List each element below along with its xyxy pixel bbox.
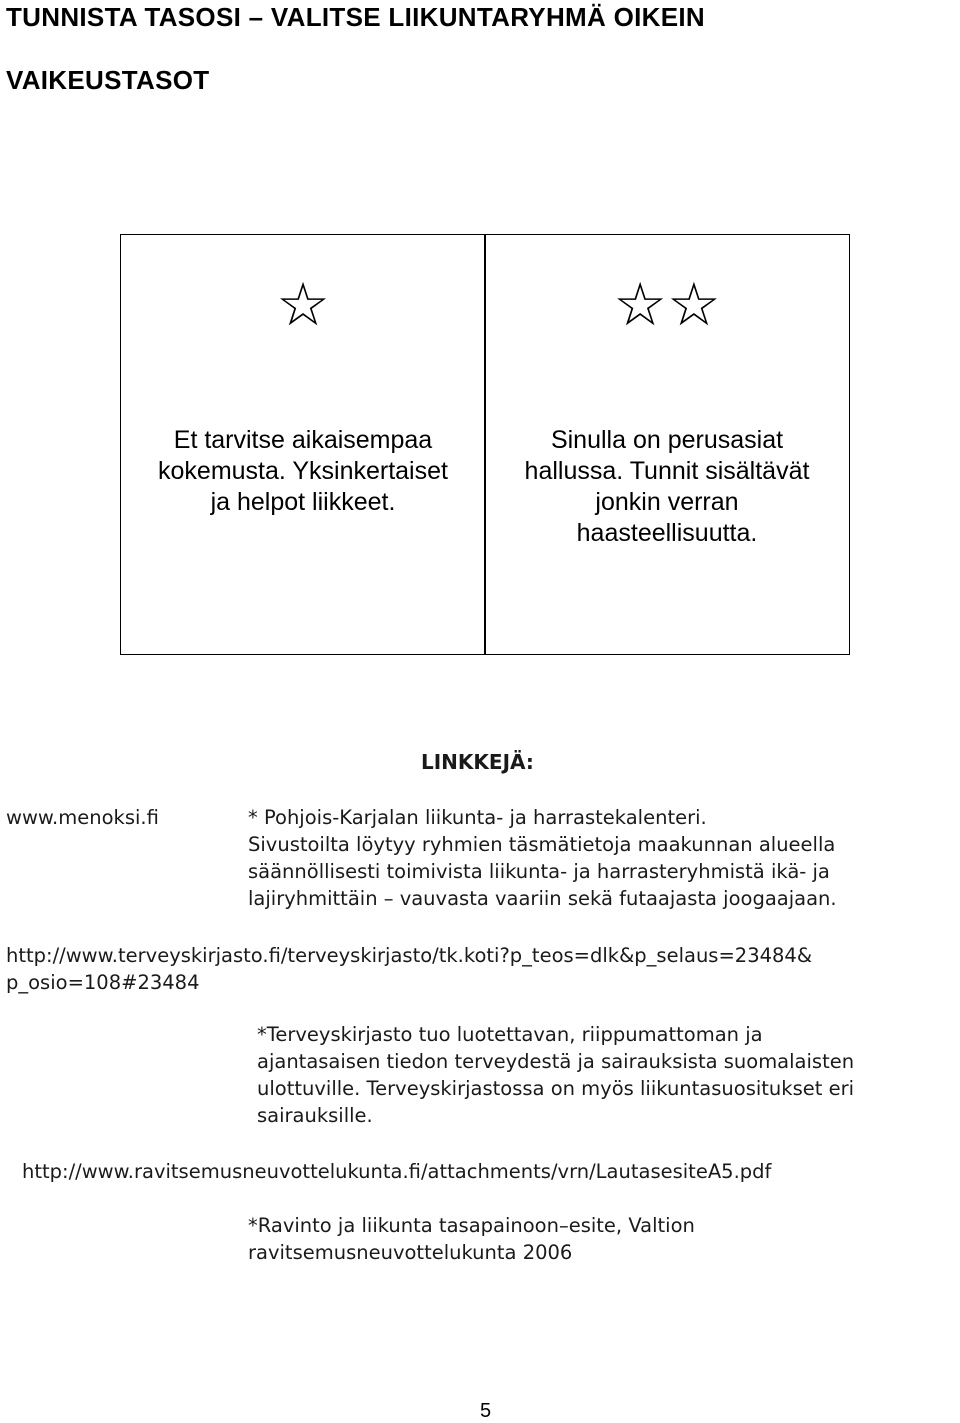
level-line: hallussa. Tunnit sisältävät xyxy=(524,457,810,485)
description-line: Sivustoilta löytyy ryhmien täsmätietoja maakunnan alueella xyxy=(248,833,836,856)
links-heading: LINKKEJÄ: xyxy=(421,750,534,774)
description-line: sairauksille. xyxy=(257,1104,373,1127)
two-stars-icon: ☆☆ xyxy=(613,270,721,340)
description-line: ravitsemusneuvottelukunta 2006 xyxy=(248,1241,573,1264)
link-line[interactable]: http://www.terveyskirjasto.fi/terveyskirjasto/tk.koti?p_teos=dlk&p_selaus=23484& xyxy=(6,944,813,967)
page-number: 5 xyxy=(480,1400,492,1422)
level-line: jonkin verran xyxy=(595,488,739,516)
level-line: ja helpot liikkeet. xyxy=(210,488,396,516)
one-star-icon: ☆ xyxy=(276,270,330,340)
level-line: haasteellisuutta. xyxy=(576,519,758,547)
description-line: ajantasaisen tiedon terveydestä ja sairauksista suomalaisten xyxy=(257,1050,855,1073)
page-title: TUNNISTA TASOSI – VALITSE LIIKUNTARYHMÄ OIKEIN xyxy=(6,2,705,32)
description-line: *Ravinto ja liikunta tasapainoon–esite, Valtion xyxy=(248,1214,695,1237)
description-line: * Pohjois-Karjalan liikunta- ja harrastekalenteri. xyxy=(248,806,707,829)
link-description-terveyskirjasto xyxy=(257,1021,952,1129)
link-description-ravitsemus xyxy=(248,1212,948,1266)
level-line: Et tarvitse aikaisempaa xyxy=(173,426,433,454)
description-line: lajiryhmittäin – vauvasta vaariin sekä futaajasta joogaajaan. xyxy=(248,887,837,910)
level-line: Sinulla on perusasiat xyxy=(550,426,784,454)
level-box-beginner xyxy=(120,234,486,655)
link-menoksi[interactable]: www.menoksi.fi xyxy=(6,806,159,829)
description-line: *Terveyskirjasto tuo luotettavan, riippumattoman ja xyxy=(257,1023,763,1046)
level-description-intermediate xyxy=(485,425,849,549)
level-description-beginner xyxy=(121,425,485,518)
level-line: kokemusta. Yksinkertaiset xyxy=(158,457,448,485)
page-subtitle: VAIKEUSTASOT xyxy=(6,65,210,95)
link-terveyskirjasto[interactable] xyxy=(6,942,812,996)
link-description-menoksi xyxy=(248,804,948,912)
level-box-intermediate xyxy=(484,234,850,655)
description-line: säännöllisesti toimivista liikunta- ja harrasteryhmistä ikä- ja xyxy=(248,860,830,883)
link-ravitsemusneuvottelukunta[interactable]: http://www.ravitsemusneuvottelukunta.fi/attachments/vrn/LautasesiteA5.pdf xyxy=(22,1160,772,1183)
link-line[interactable]: p_osio=108#23484 xyxy=(6,971,200,994)
description-line: ulottuville. Terveyskirjastossa on myös liikuntasuositukset eri xyxy=(257,1077,855,1100)
